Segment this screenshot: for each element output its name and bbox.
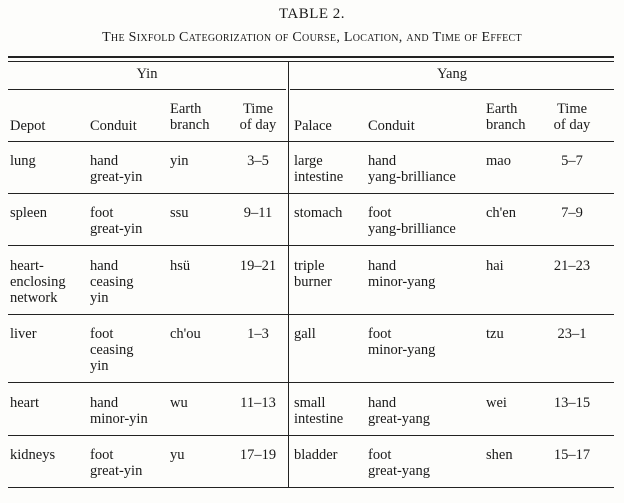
cell-line: hand [368,153,397,169]
cell-line: yin [90,358,109,374]
cell-line: kidneys [10,447,56,463]
cell-conduit-yin [90,395,148,427]
cell-line: intestine [294,169,344,185]
cell-time-yin: 9–11 [243,205,273,221]
cell-branch-yang: ch'en [486,205,516,221]
col-header-depot: Depot [10,118,46,134]
col-header-branch-yin: Earth branch [170,101,210,133]
cell-line: foot [368,447,392,463]
cell-line: stomach [294,205,343,221]
cell-palace [294,395,343,427]
cell-conduit-yang [368,326,435,358]
cell-line: great-yin [90,463,143,479]
cell-time-yang: 15–17 [553,447,591,463]
cell-line: small [294,395,326,411]
cell-time-yang: 21–23 [553,258,591,274]
table-title: TABLE 2. [278,6,346,22]
cell-branch-yin: ssu [170,205,189,221]
cell-time-yin: 19–21 [239,258,277,274]
cell-line: hand [90,395,119,411]
cell-time-yin: 1–3 [247,326,269,342]
cell-palace [294,153,343,185]
cell-line: spleen [10,205,48,221]
row-rule [8,193,614,194]
cell-palace [294,205,342,221]
group-rule-yin [8,89,286,90]
cell-line: foot [90,326,114,342]
cell-line: yang-brilliance [368,169,456,185]
cell-palace [294,447,337,463]
cell-line: hand [368,258,397,274]
cell-conduit-yin [90,326,133,374]
cell-conduit-yang [368,258,435,290]
cell-line: liver [10,326,37,342]
cell-line: foot [368,205,392,221]
row-rule [8,382,614,383]
cell-line: minor-yang [368,274,436,290]
cell-branch-yang: wei [486,395,507,411]
cell-palace [294,326,316,342]
group-header-yang: Yang [437,66,467,82]
cell-line: triple [294,258,325,274]
cell-line: hand [90,258,119,274]
cell-line: large [294,153,323,169]
cell-line: heart [10,395,39,411]
col-header-time-yin: Time of day [239,101,277,133]
cell-branch-yin: yin [170,153,189,169]
table-subtitle: The Sixfold Categorization of Course, Location, and Time of Effect [102,30,522,45]
cell-depot [10,153,36,169]
col-header-conduit-yin: Conduit [90,118,137,134]
cell-line: hand [90,153,119,169]
cell-depot [10,395,39,411]
cell-time-yang: 5–7 [561,153,583,169]
bottom-rule [8,487,614,488]
cell-depot [10,258,66,306]
cell-line: great-yang [368,463,430,479]
cell-line: yin [90,290,109,306]
yin-yang-divider [288,62,289,488]
cell-conduit-yin [90,153,142,185]
cell-line: enclosing [10,274,66,290]
group-header-yin: Yin [136,66,158,82]
cell-conduit-yin [90,205,142,237]
cell-line: ceasing [90,274,134,290]
cell-time-yin: 17–19 [239,447,277,463]
cell-conduit-yang [368,395,430,427]
top-rule-thin [8,61,614,62]
cell-line: foot [90,447,114,463]
cell-line: great-yin [90,169,143,185]
cell-time-yin: 11–13 [240,395,276,411]
cell-branch-yin: wu [170,395,188,411]
row-rule [8,314,614,315]
cell-line: bladder [294,447,338,463]
cell-time-yang: 13–15 [553,395,591,411]
col-header-palace: Palace [294,118,332,134]
cell-line: yang-brilliance [368,221,456,237]
cell-line: foot [90,205,114,221]
cell-time-yin: 3–5 [247,153,269,169]
cell-branch-yang: shen [486,447,513,463]
cell-line: heart- [10,258,44,274]
cell-depot [10,326,37,342]
row-rule [8,435,614,436]
cell-line: network [10,290,58,306]
cell-time-yang: 7–9 [561,205,583,221]
col-header-time-yang: Time of day [553,101,591,133]
cell-line: foot [368,326,392,342]
cell-line: ceasing [90,342,134,358]
cell-line: gall [294,326,316,342]
cell-line: great-yang [368,411,430,427]
cell-line: minor-yin [90,411,148,427]
cell-line: intestine [294,411,344,427]
cell-depot [10,205,47,221]
top-rule [8,56,614,58]
col-header-conduit-yang: Conduit [368,118,415,134]
cell-branch-yang: tzu [486,326,504,342]
cell-conduit-yang [368,447,430,479]
cell-conduit-yin [90,258,133,306]
cell-conduit-yin [90,447,142,479]
cell-branch-yin: ch'ou [170,326,201,342]
cell-line: great-yin [90,221,143,237]
cell-time-yang: 23–1 [557,326,587,342]
cell-depot [10,447,55,463]
cell-line: minor-yang [368,342,436,358]
cell-line: hand [368,395,397,411]
cell-branch-yang: mao [486,153,511,169]
cell-line: burner [294,274,332,290]
cell-line: lung [10,153,36,169]
cell-branch-yin: yu [170,447,185,463]
header-rule [8,141,614,142]
col-header-branch-yang: Earth branch [486,101,526,133]
row-rule [8,245,614,246]
cell-conduit-yang [368,153,456,185]
cell-branch-yin: hsü [170,258,191,274]
cell-conduit-yang [368,205,456,237]
cell-branch-yang: hai [486,258,504,274]
cell-palace [294,258,332,290]
group-rule-yang [290,89,614,90]
